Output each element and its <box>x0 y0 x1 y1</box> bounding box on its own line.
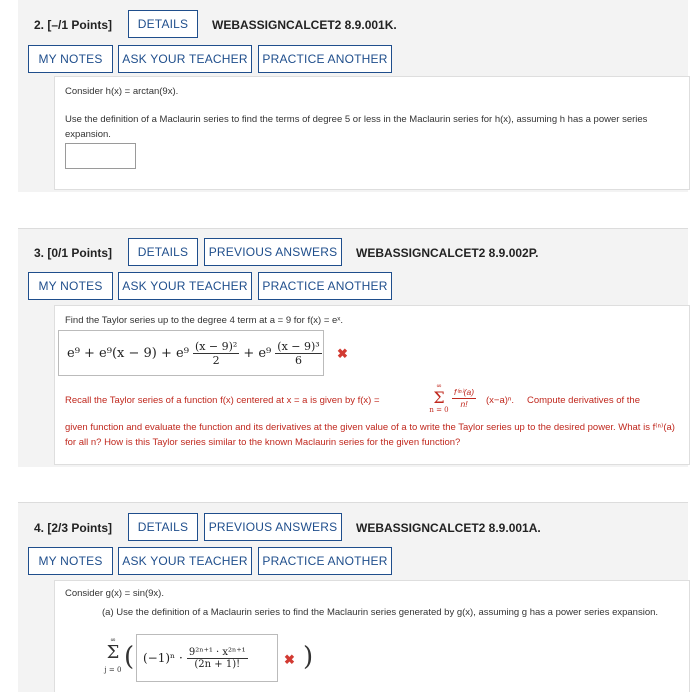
q3-term-tail: (x−a)ⁿ. <box>486 395 515 406</box>
q4-ask-teacher-button[interactable]: ASK YOUR TEACHER <box>118 547 252 575</box>
q3-answer-lead: e⁹ + e⁹(x − 9) + e⁹ <box>67 345 189 361</box>
q3-term-fraction <box>452 387 476 409</box>
q4-practice-another-button[interactable]: PRACTICE ANOTHER <box>258 547 392 575</box>
q3-feedback-line3: given function and evaluate the function and its derivatives at the given value of a to write the Taylor series up to the desired power. What is f⁽ⁿ⁾(a) for all n? How is this Taylor series similar to the known Maclaurin series for the given function? <box>65 422 675 448</box>
q4-open-paren: ( <box>124 642 135 672</box>
q2-assignment-code: WEBASSIGNCALCET2 8.9.001K. <box>212 18 397 32</box>
q4-sum-bottom: j = 0 <box>104 666 122 674</box>
q4-sum-top: ∞ <box>110 636 116 644</box>
q4-my-notes-button[interactable]: MY NOTES <box>28 547 113 575</box>
q2-answer-input[interactable] <box>65 143 136 169</box>
question-3-header: 3. [0/1 Points] <box>34 246 113 260</box>
q4-part-a: (a) Use the definition of a Maclaurin series to find the Maclaurin series generated by g(x), assuming g has a power series expansion. <box>102 607 659 618</box>
q3-sum-bottom: n = 0 <box>429 406 449 414</box>
q4-sum-sigma: Σ <box>106 642 120 663</box>
q3-term-num: f⁽ⁿ⁾(a) <box>454 387 475 397</box>
q2-function: h(x) = arctan(9x). <box>105 86 179 97</box>
q3-previous-answers-button[interactable]: PREVIOUS ANSWERS <box>204 238 342 266</box>
question-2-header: 2. [–/1 Points] <box>34 18 113 32</box>
q3-assignment-code: WEBASSIGNCALCET2 8.9.002P. <box>356 246 539 260</box>
q4-fraction <box>187 647 248 670</box>
q4-consider-text: Consider g(x) = sin(9x). <box>65 588 164 599</box>
q3-feedback-line1: Recall the Taylor series of a function f(x) centered at x = a is given by f(x) = <box>65 395 380 406</box>
q3-answer-box[interactable] <box>58 330 324 376</box>
question-4-header: 4. [2/3 Points] <box>34 521 113 535</box>
q4-assignment-code: WEBASSIGNCALCET2 8.9.001A. <box>356 521 541 535</box>
q3-sum-top: ∞ <box>436 382 442 390</box>
q3-wrong-icon: ✖ <box>337 346 348 361</box>
q3-prompt: Find the Taylor series up to the degree 4 term at a = 9 for f(x) = eˣ. <box>65 315 344 326</box>
q4-sum-notation <box>102 636 124 678</box>
q2-practice-another-button[interactable]: PRACTICE ANOTHER <box>258 45 392 73</box>
q3-my-notes-button[interactable]: MY NOTES <box>28 272 113 300</box>
q4-frac-num: 9²ⁿ⁺¹ · x²ⁿ⁺¹ <box>188 646 246 658</box>
q4-frac-den: (2n + 1)! <box>194 658 241 670</box>
q4-close-paren: ) <box>303 642 314 672</box>
q3-fraction-2 <box>275 340 321 367</box>
q3-feedback-line2: Compute derivatives of the <box>527 395 641 406</box>
q3-answer-mid: + e⁹ <box>243 345 272 361</box>
q3-fraction-1 <box>193 340 239 367</box>
q4-details-button[interactable]: DETAILS <box>128 513 198 541</box>
q3-frac1-num: (x − 9)² <box>194 339 238 353</box>
q2-details-button[interactable]: DETAILS <box>128 10 198 38</box>
q3-frac2-den: 6 <box>294 353 302 367</box>
q4-sign-factor: (−1)ⁿ · <box>143 651 183 665</box>
q2-consider-text: Consider h(x) = arctan(9x). <box>65 86 179 97</box>
q3-details-button[interactable]: DETAILS <box>128 238 198 266</box>
q3-sum-sigma: Σ <box>433 388 445 407</box>
q2-ask-teacher-button[interactable]: ASK YOUR TEACHER <box>118 45 252 73</box>
q3-ask-teacher-button[interactable]: ASK YOUR TEACHER <box>118 272 252 300</box>
q3-frac1-den: 2 <box>212 353 220 367</box>
q4-wrong-icon: ✖ <box>284 652 295 667</box>
q3-practice-another-button[interactable]: PRACTICE ANOTHER <box>258 272 392 300</box>
q4-previous-answers-button[interactable]: PREVIOUS ANSWERS <box>204 513 342 541</box>
q2-my-notes-button[interactable]: MY NOTES <box>28 45 113 73</box>
q3-sum-notation <box>428 382 450 415</box>
q2-instruction: Use the definition of a Maclaurin series to find the terms of degree 5 or less in the Maclaurin series for h(x), assuming h has a power series expansion. <box>65 114 648 140</box>
q3-term-den: n! <box>460 399 468 409</box>
q4-answer-box[interactable] <box>136 634 278 682</box>
q3-frac2-num: (x − 9)³ <box>277 339 320 353</box>
